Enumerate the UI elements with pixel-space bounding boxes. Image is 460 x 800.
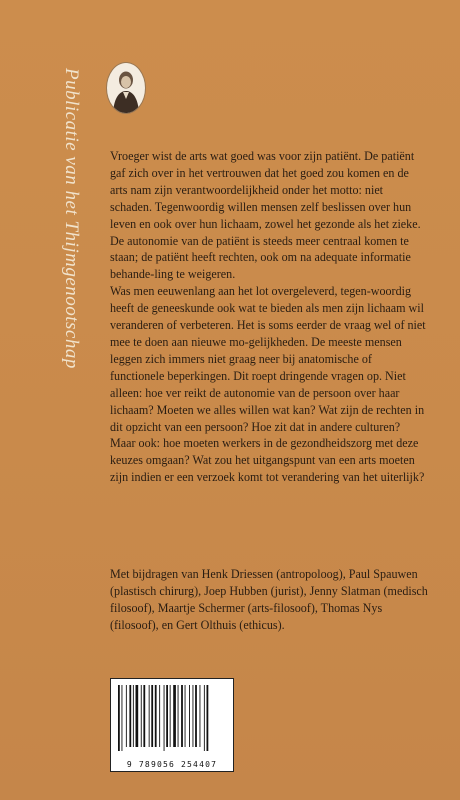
series-title-text: Publicatie van het Thijmgenootschap bbox=[61, 68, 82, 369]
blurb-text bbox=[110, 148, 428, 486]
barcode-bars bbox=[117, 685, 227, 751]
series-title bbox=[62, 68, 88, 538]
isbn-barcode bbox=[110, 678, 234, 772]
blurb-paragraph-2: Was men eeuwenlang aan het lot overgeleverd, tegen-woordig heeft de geneeskunde ook wat te bieden als men zijn lichaam wil veranderen of verbeteren. Het is soms eerder de vraag wel of niet mee te doen aan nieuwe mo-gelijkheden. De meeste mensen leggen zich immers niet graag neer bij anatomische of functionele beperkingen. Dit roept dringende vragen op. Niet alleen: hoe ver reikt de autonomie van de persoon over haar lichaam? Moeten we alles willen wat kan? Wat zijn de rechten in dit opzicht van een persoon? Hoe zit dat in andere culturen? Maar ook: hoe moeten werkers in de gezondheidszorg met deze keuzes omgaan? Wat zou het uitgangspunt van een arts moeten zijn indien er een verzoek komt tot verandering van het uiterlijk? bbox=[110, 284, 426, 485]
portrait-icon bbox=[107, 63, 145, 113]
contributors-text: Met bijdragen van Henk Driessen (antropoloog), Paul Spauwen (plastisch chirurg), Joep Hubben (jurist), Jenny Slatman (medisch filosoof), Maartje Schermer (arts-filosoof), Thomas Nys (filosoof), en Gert Olthuis (ethicus). bbox=[110, 567, 428, 632]
blurb-paragraph-1: Vroeger wist de arts wat goed was voor zijn patiënt. De patiënt gaf zich over in het vertrouwen dat het goed zou komen en de arts nam zijn verantwoordelijkheid onder het motto: niet schaden. Tegenwoordig willen mensen zelf beslissen over hun leven en ook over hun lichaam, zowel het gezonde als het zieke. De autonomie van de patiënt is steeds meer centraal komen te staan; de patiënt heeft rechten, ook om na adequate informatie behande-ling te weigeren. bbox=[110, 149, 421, 282]
portrait-medallion bbox=[106, 62, 146, 114]
barcode-number: 9 789056 254407 bbox=[126, 760, 218, 769]
